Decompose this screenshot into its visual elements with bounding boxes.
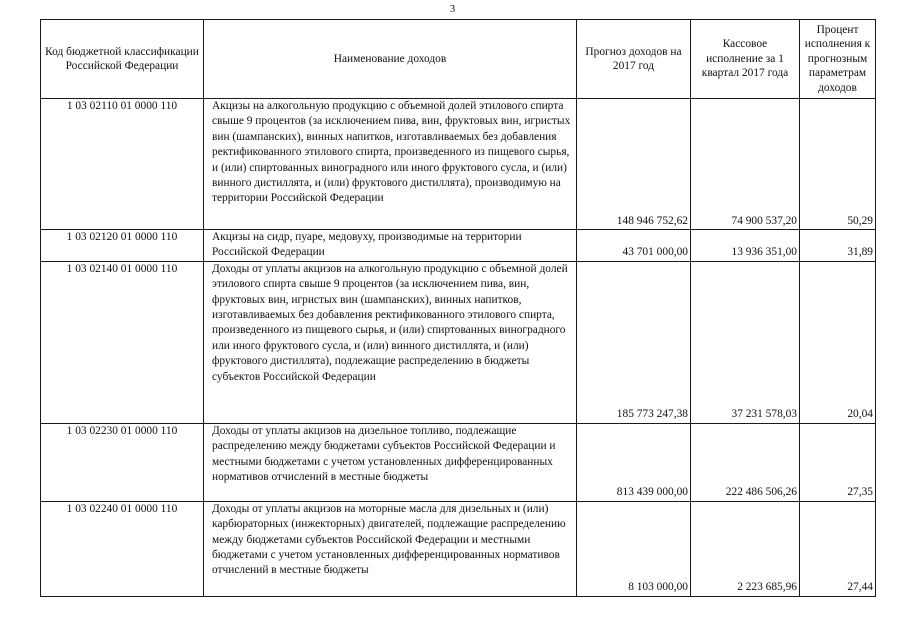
cell-actual: 222 486 506,26: [691, 423, 800, 501]
cell-code: 1 03 02240 01 0000 110: [41, 501, 204, 596]
table-row: [41, 99, 876, 230]
table-row: [41, 261, 876, 423]
cell-percent: 20,04: [800, 261, 876, 423]
cell-name: [204, 423, 577, 501]
table-header-row: [41, 20, 876, 99]
cell-forecast: 8 103 000,00: [577, 501, 691, 596]
cell-name: [204, 261, 577, 423]
cell-actual: 13 936 351,00: [691, 230, 800, 262]
cell-name: [204, 99, 577, 230]
cell-actual: 37 231 578,03: [691, 261, 800, 423]
cell-name-text: Доходы от уплаты акцизов на алкогольную продукцию с объемной долей этилового спирта свыше 9 процентов (за исключением пива, вин, фруктовых вин, игристых вин (шампанских), винных напитков, изготавливаемых без добавления ректификованного этилового спирта, произведенного из пищевого сырья, и (или) спиртованных виноградного или иного фруктового сусла, и (или) винного дистиллята, и (или) фруктового дистиллята), подлежащие распределению в бюджеты субъектов Российской Федерации: [212, 262, 568, 383]
cell-name-text: Доходы от уплаты акцизов на моторные масла для дизельных и (или) карбюраторных (инжекторных) двигателей, подлежащие распределению между бюджетами субъектов Российской Федерации и местными бюджетами с учетом установленных дифференцированных нормативов отчислений в местные бюджеты: [212, 502, 566, 577]
cell-name: [204, 230, 577, 262]
cell-actual: 2 223 685,96: [691, 501, 800, 596]
cell-name-text: Акцизы на сидр, пуаре, медовуху, производимые на территории Российской Федерации: [212, 231, 522, 259]
cell-percent: 27,35: [800, 423, 876, 501]
table-row: [41, 501, 876, 596]
header-name: Наименование доходов: [204, 20, 577, 99]
cell-percent: 50,29: [800, 99, 876, 230]
header-percent: Процент исполнения к прогнозным параметрам доходов: [800, 20, 876, 99]
header-actual: Кассовое исполнение за 1 квартал 2017 года: [691, 20, 800, 99]
cell-forecast: 185 773 247,38: [577, 261, 691, 423]
page-number: 3: [449, 3, 456, 15]
cell-percent: 27,44: [800, 501, 876, 596]
cell-actual: 74 900 537,20: [691, 99, 800, 230]
header-code: Код бюджетной классификации Российской Федерации: [41, 20, 204, 99]
cell-forecast: 43 701 000,00: [577, 230, 691, 262]
cell-forecast: 148 946 752,62: [577, 99, 691, 230]
revenue-table: [40, 19, 876, 597]
cell-percent: 31,89: [800, 230, 876, 262]
table-row: [41, 230, 876, 262]
cell-forecast: 813 439 000,00: [577, 423, 691, 501]
cell-code: 1 03 02230 01 0000 110: [41, 423, 204, 501]
cell-code: 1 03 02140 01 0000 110: [41, 261, 204, 423]
cell-name-text: Доходы от уплаты акцизов на дизельное топливо, подлежащие распределению между бюджетами субъектов Российской Федерации и местными бюджетами с учетом установленных дифференцированных нормативов отчислений в местные бюджеты: [212, 424, 556, 484]
cell-code: 1 03 02110 01 0000 110: [41, 99, 204, 230]
cell-code: 1 03 02120 01 0000 110: [41, 230, 204, 262]
cell-name-text: Акцизы на алкогольную продукцию с объемной долей этилового спирта свыше 9 процентов (за исключением пива, вин, фруктовых вин, игристых вин (шампанских), винных напитков, изготавливаемых без добавления ректификованного этилового спирта, произведенного из пищевого сырья, и (или) спиртованных виноградного или иного фруктового сусла, и (или) винного дистиллята, и (или) фруктового дистиллята), производимую на территории Российской Федерации: [212, 100, 571, 205]
table-row: [41, 423, 876, 501]
header-forecast: Прогноз доходов на 2017 год: [577, 20, 691, 99]
cell-name: [204, 501, 577, 596]
